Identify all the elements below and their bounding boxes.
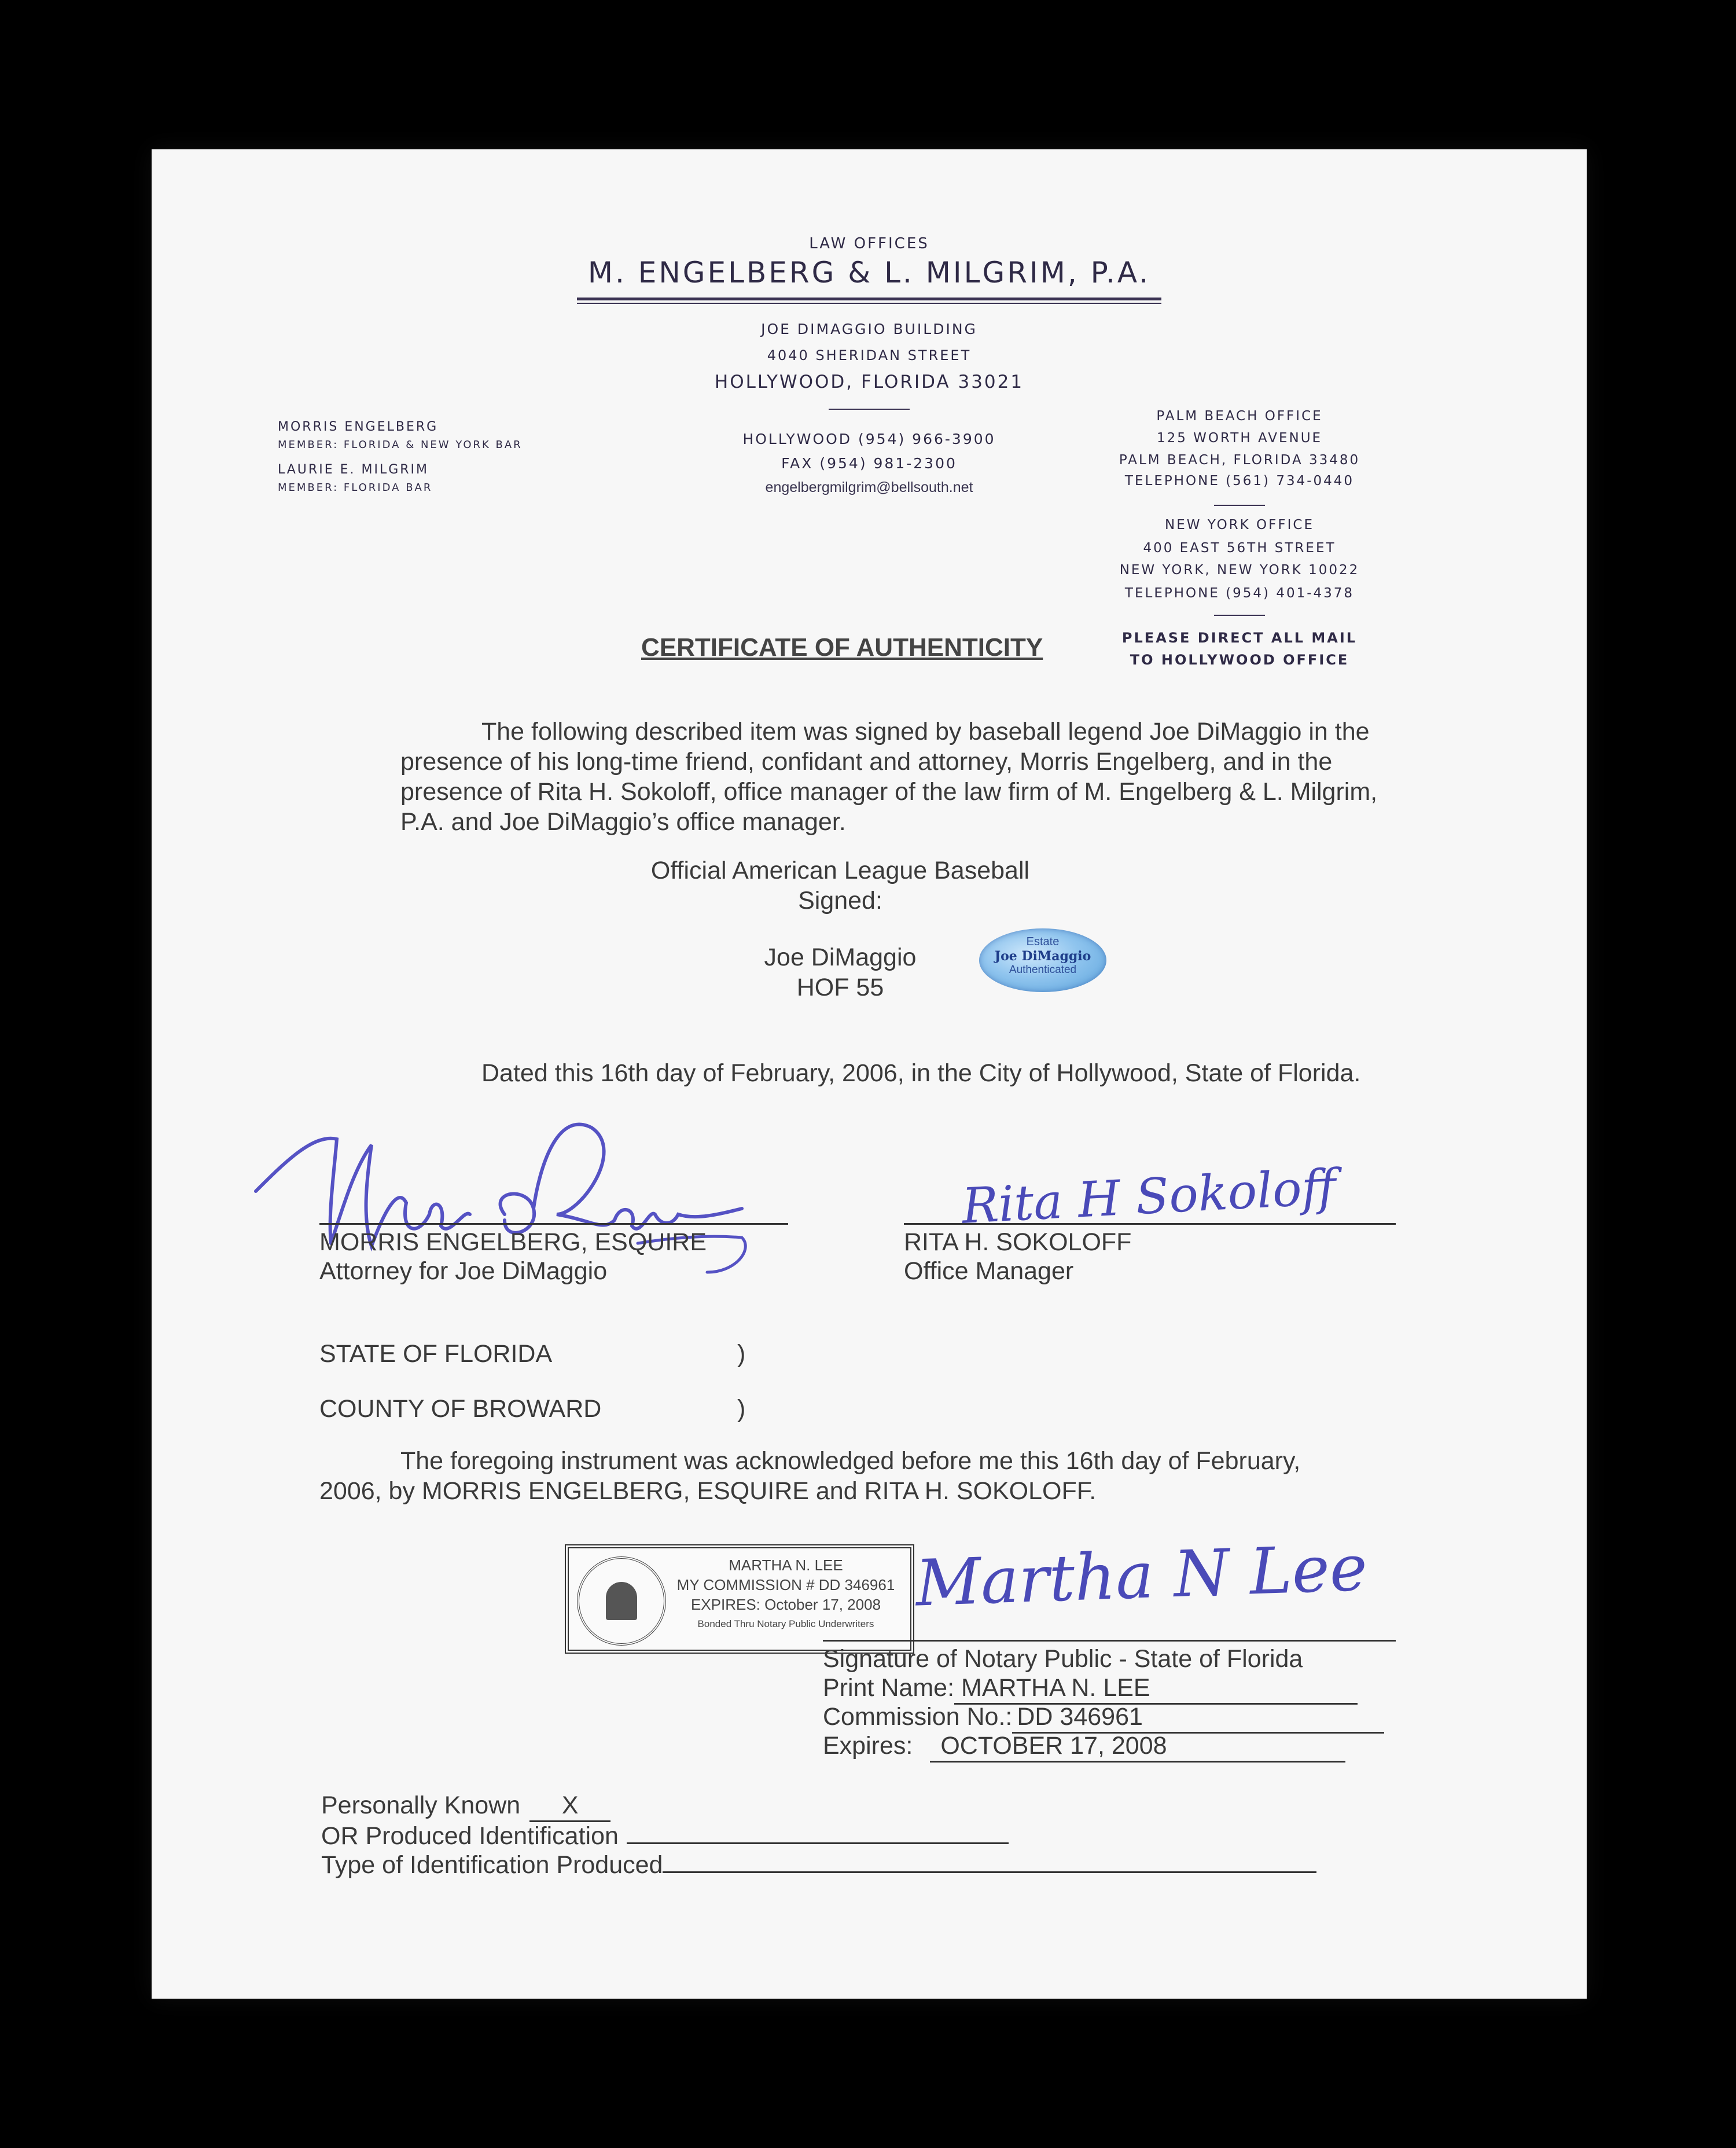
id-type-blank xyxy=(663,1848,1316,1873)
personally-known-row xyxy=(321,1790,610,1822)
palm-beach-street: 125 WORTH AVENUE xyxy=(1156,431,1323,446)
left-signer-name: MORRIS ENGELBERG, ESQUIRE xyxy=(319,1228,707,1256)
palm-beach-title: PALM BEACH OFFICE xyxy=(1156,409,1323,424)
fax-number: FAX (954) 981-2300 xyxy=(781,455,957,472)
notary-signature-line xyxy=(823,1640,1396,1642)
divider-ny xyxy=(1214,615,1265,616)
print-name-label: Print Name: xyxy=(823,1674,955,1702)
law-offices-label: LAW OFFICES xyxy=(809,235,929,252)
building-name: JOE DIMAGGIO BUILDING xyxy=(761,321,977,337)
email-address: engelbergmilgrim@bellsouth.net xyxy=(765,479,973,495)
palm-beach-city: PALM BEACH, FLORIDA 33480 xyxy=(1119,453,1360,468)
id-type-label: Type of Identification Produced xyxy=(321,1851,663,1879)
letterhead-rule xyxy=(577,298,1161,300)
right-signature-line xyxy=(904,1223,1396,1225)
id-type-row xyxy=(321,1848,1316,1880)
commission-label: Commission No.: xyxy=(823,1703,1013,1731)
stamp-name: MARTHA N. LEE xyxy=(729,1556,843,1574)
right-signer-name: RITA H. SOKOLOFF xyxy=(904,1228,1132,1256)
expires-row xyxy=(823,1731,1345,1763)
hologram-top: Estate xyxy=(1026,935,1060,948)
stamp-bonded: Bonded Thru Notary Public Underwriters xyxy=(697,1618,874,1629)
ack-line: 2006, by MORRIS ENGELBERG, ESQUIRE and RITA H. SOKOLOFF. xyxy=(319,1477,1097,1505)
item-signed-label: Signed: xyxy=(798,887,882,915)
ack-line: The foregoing instrument was acknowledged before me this 16th day of February, xyxy=(400,1447,1301,1475)
produced-id-label: OR Produced Identification xyxy=(321,1822,619,1850)
attorney-bar-2: MEMBER: FLORIDA BAR xyxy=(278,482,433,494)
produced-id-blank xyxy=(627,1819,1009,1844)
new-york-street: 400 EAST 56TH STREET xyxy=(1143,541,1336,556)
county-paren: ) xyxy=(737,1395,746,1423)
certificate-page xyxy=(152,149,1587,1999)
mail-note-1: PLEASE DIRECT ALL MAIL xyxy=(1121,630,1358,646)
notary-signature: Martha N Lee xyxy=(914,1530,1369,1621)
print-name-row xyxy=(823,1673,1358,1705)
divider-short xyxy=(829,409,910,410)
palm-beach-phone: TELEPHONE (561) 734-0440 xyxy=(1124,473,1355,489)
left-signature-line xyxy=(319,1223,788,1225)
acknowledgment-paragraph xyxy=(319,1446,1540,1506)
personally-known-label: Personally Known xyxy=(321,1791,521,1819)
stamp-text xyxy=(667,1555,904,1634)
intro-line: P.A. and Joe DiMaggio’s office manager. xyxy=(400,808,846,836)
authentication-hologram xyxy=(979,928,1106,992)
item-description: Official American League Baseball xyxy=(650,857,1030,884)
expires-value: OCTOBER 17, 2008 xyxy=(930,1731,1345,1763)
hologram-middle: Joe DiMaggio xyxy=(994,949,1091,964)
attorney-name-1: MORRIS ENGELBERG xyxy=(278,420,439,434)
county-label: COUNTY OF BROWARD xyxy=(319,1395,602,1423)
commission-row xyxy=(823,1702,1384,1734)
stamp-expires: EXPIRES: October 17, 2008 xyxy=(690,1596,881,1613)
firm-name: M. ENGELBERG & L. MILGRIM, P.A. xyxy=(587,256,1151,289)
expires-label: Expires: xyxy=(823,1732,913,1760)
commission-value: DD 346961 xyxy=(1012,1702,1384,1734)
phone-number: HOLLYWOOD (954) 966-3900 xyxy=(742,431,996,447)
new-york-title: NEW YORK OFFICE xyxy=(1165,517,1314,533)
state-label: STATE OF FLORIDA xyxy=(319,1340,553,1368)
produced-id-row xyxy=(321,1819,1009,1851)
capitol-dome-icon xyxy=(606,1582,637,1620)
left-signer-title: Attorney for Joe DiMaggio xyxy=(319,1257,608,1285)
intro-line: presence of Rita H. Sokoloff, office manager of the law firm of M. Engelberg & L. Milgrim, xyxy=(400,778,1378,806)
certificate-title: CERTIFICATE OF AUTHENTICITY xyxy=(641,633,1043,662)
city-state: HOLLYWOOD, FLORIDA 33021 xyxy=(714,372,1024,392)
letterhead-rule-thin xyxy=(577,303,1161,304)
street-address: 4040 SHERIDAN STREET xyxy=(767,347,972,363)
intro-line: presence of his long-time friend, confidant and attorney, Morris Engelberg, and in the xyxy=(400,748,1333,776)
new-york-city: NEW YORK, NEW YORK 10022 xyxy=(1119,563,1360,578)
state-paren: ) xyxy=(737,1340,746,1368)
notary-signature-label: Signature of Notary Public - State of Florida xyxy=(823,1645,1303,1673)
intro-line: The following described item was signed by baseball legend Joe DiMaggio in the xyxy=(481,718,1370,746)
attorney-bar-1: MEMBER: FLORIDA & NEW YORK BAR xyxy=(278,439,523,451)
sokoloff-signature: Rita H Sokoloff xyxy=(960,1158,1338,1235)
attorney-name-2: LAURIE E. MILGRIM xyxy=(278,462,429,477)
dated-line: Dated this 16th day of February, 2006, in the City of Hollywood, State of Florida. xyxy=(481,1059,1361,1087)
mail-note-2: TO HOLLYWOOD OFFICE xyxy=(1130,652,1349,668)
divider-palm xyxy=(1214,505,1265,506)
notary-seal xyxy=(577,1556,666,1646)
notary-stamp xyxy=(565,1544,914,1654)
stamp-commission: MY COMMISSION # DD 346961 xyxy=(676,1576,895,1593)
right-signer-title: Office Manager xyxy=(904,1257,1074,1285)
new-york-phone: TELEPHONE (954) 401-4378 xyxy=(1124,586,1355,601)
signer-hof: HOF 55 xyxy=(796,974,884,1001)
intro-paragraph xyxy=(400,717,1540,837)
personally-known-value: X xyxy=(529,1790,610,1822)
hologram-bottom: Authenticated xyxy=(1009,964,1077,976)
signer-name: Joe DiMaggio xyxy=(764,943,917,971)
print-name-value: MARTHA N. LEE xyxy=(954,1673,1358,1705)
